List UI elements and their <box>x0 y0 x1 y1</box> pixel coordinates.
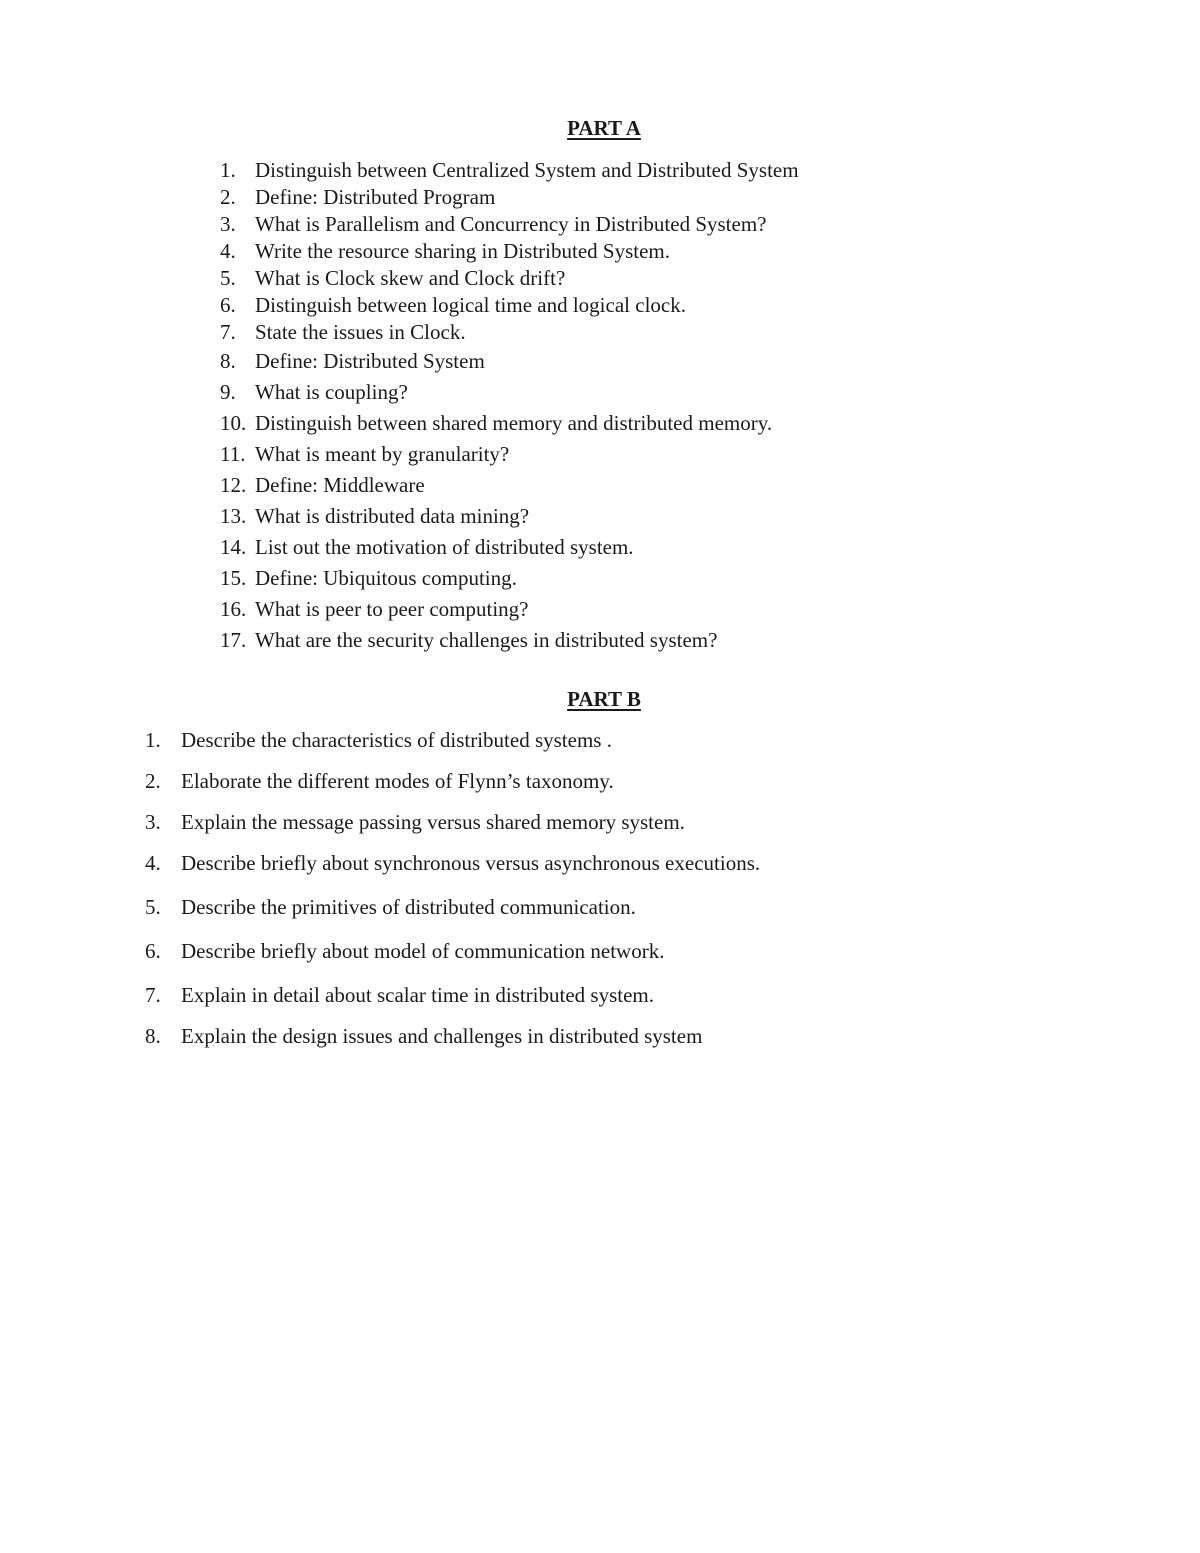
list-item <box>220 211 1120 238</box>
item-number: 8. <box>145 1024 161 1048</box>
list-item <box>220 470 1120 501</box>
part-a-heading: PART A <box>567 116 641 140</box>
list-item <box>145 849 1045 893</box>
list-item <box>220 625 1120 656</box>
list-item <box>220 439 1120 470</box>
question-text: Describe briefly about model of communication network. <box>181 939 665 963</box>
question-text: What is distributed data mining? <box>255 504 530 528</box>
list-item <box>220 594 1120 625</box>
question-text: Define: Distributed Program <box>255 185 496 209</box>
item-number: 6. <box>220 293 236 317</box>
question-text: Define: Ubiquitous computing. <box>255 566 517 590</box>
item-number: 2. <box>220 185 236 209</box>
item-number: 4. <box>220 239 236 263</box>
item-number: 3. <box>145 810 161 834</box>
list-item <box>220 563 1120 594</box>
item-number: 5. <box>145 895 161 919</box>
item-number: 4. <box>145 851 161 875</box>
question-text: List out the motivation of distributed system. <box>255 535 634 559</box>
item-number: 11. <box>220 442 246 466</box>
list-item <box>145 981 1045 1022</box>
question-text: Elaborate the different modes of Flynn’s taxonomy. <box>181 769 614 793</box>
item-number: 5. <box>220 266 236 290</box>
question-text: What is peer to peer computing? <box>255 597 529 621</box>
item-number: 17. <box>220 628 247 652</box>
list-item <box>145 937 1045 981</box>
question-text: Describe the characteristics of distributed systems . <box>181 728 612 752</box>
list-item <box>220 408 1120 439</box>
item-number: 3. <box>220 212 236 236</box>
item-number: 16. <box>220 597 247 621</box>
list-item <box>145 1022 1045 1063</box>
item-number: 7. <box>145 983 161 1007</box>
item-number: 15. <box>220 566 247 590</box>
list-item <box>220 501 1120 532</box>
item-number: 1. <box>220 158 236 182</box>
question-text: What is Parallelism and Concurrency in Distributed System? <box>255 212 767 236</box>
question-text: Explain in detail about scalar time in distributed system. <box>181 983 654 1007</box>
item-number: 6. <box>145 939 161 963</box>
list-item <box>220 319 1120 346</box>
item-number: 8. <box>220 349 236 373</box>
list-item <box>220 157 1120 184</box>
item-number: 7. <box>220 320 236 344</box>
list-item <box>145 767 1045 808</box>
question-text: What is Clock skew and Clock drift? <box>255 266 566 290</box>
item-number: 9. <box>220 380 236 404</box>
question-text: Distinguish between logical time and logical clock. <box>255 293 686 317</box>
list-item <box>220 346 1120 377</box>
list-item <box>220 532 1120 563</box>
question-text: What is coupling? <box>255 380 408 404</box>
question-text: Describe the primitives of distributed communication. <box>181 895 636 919</box>
item-number: 13. <box>220 504 247 528</box>
list-item <box>220 265 1120 292</box>
list-item <box>145 808 1045 849</box>
list-item <box>220 184 1120 211</box>
question-text: Explain the design issues and challenges in distributed system <box>181 1024 703 1048</box>
question-text: Write the resource sharing in Distributed System. <box>255 239 670 263</box>
list-item <box>145 893 1045 937</box>
question-text: Distinguish between Centralized System and Distributed System <box>255 158 799 182</box>
question-text: Define: Distributed System <box>255 349 485 373</box>
question-text: Distinguish between shared memory and distributed memory. <box>255 411 773 435</box>
item-number: 10. <box>220 411 247 435</box>
item-number: 1. <box>145 728 161 752</box>
question-text: What is meant by granularity? <box>255 442 510 466</box>
list-item <box>220 377 1120 408</box>
item-number: 12. <box>220 473 247 497</box>
part-b-heading: PART B <box>567 687 641 711</box>
item-number: 2. <box>145 769 161 793</box>
part-a-question-list <box>220 157 1120 656</box>
question-text: State the issues in Clock. <box>255 320 466 344</box>
question-text: Describe briefly about synchronous versus asynchronous executions. <box>181 851 761 875</box>
item-number: 14. <box>220 535 247 559</box>
list-item <box>145 726 1045 767</box>
list-item <box>220 292 1120 319</box>
question-text: Explain the message passing versus shared memory system. <box>181 810 685 834</box>
list-item <box>220 238 1120 265</box>
part-b-question-list <box>145 726 1045 1063</box>
question-text: Define: Middleware <box>255 473 425 497</box>
question-text: What are the security challenges in distributed system? <box>255 628 718 652</box>
